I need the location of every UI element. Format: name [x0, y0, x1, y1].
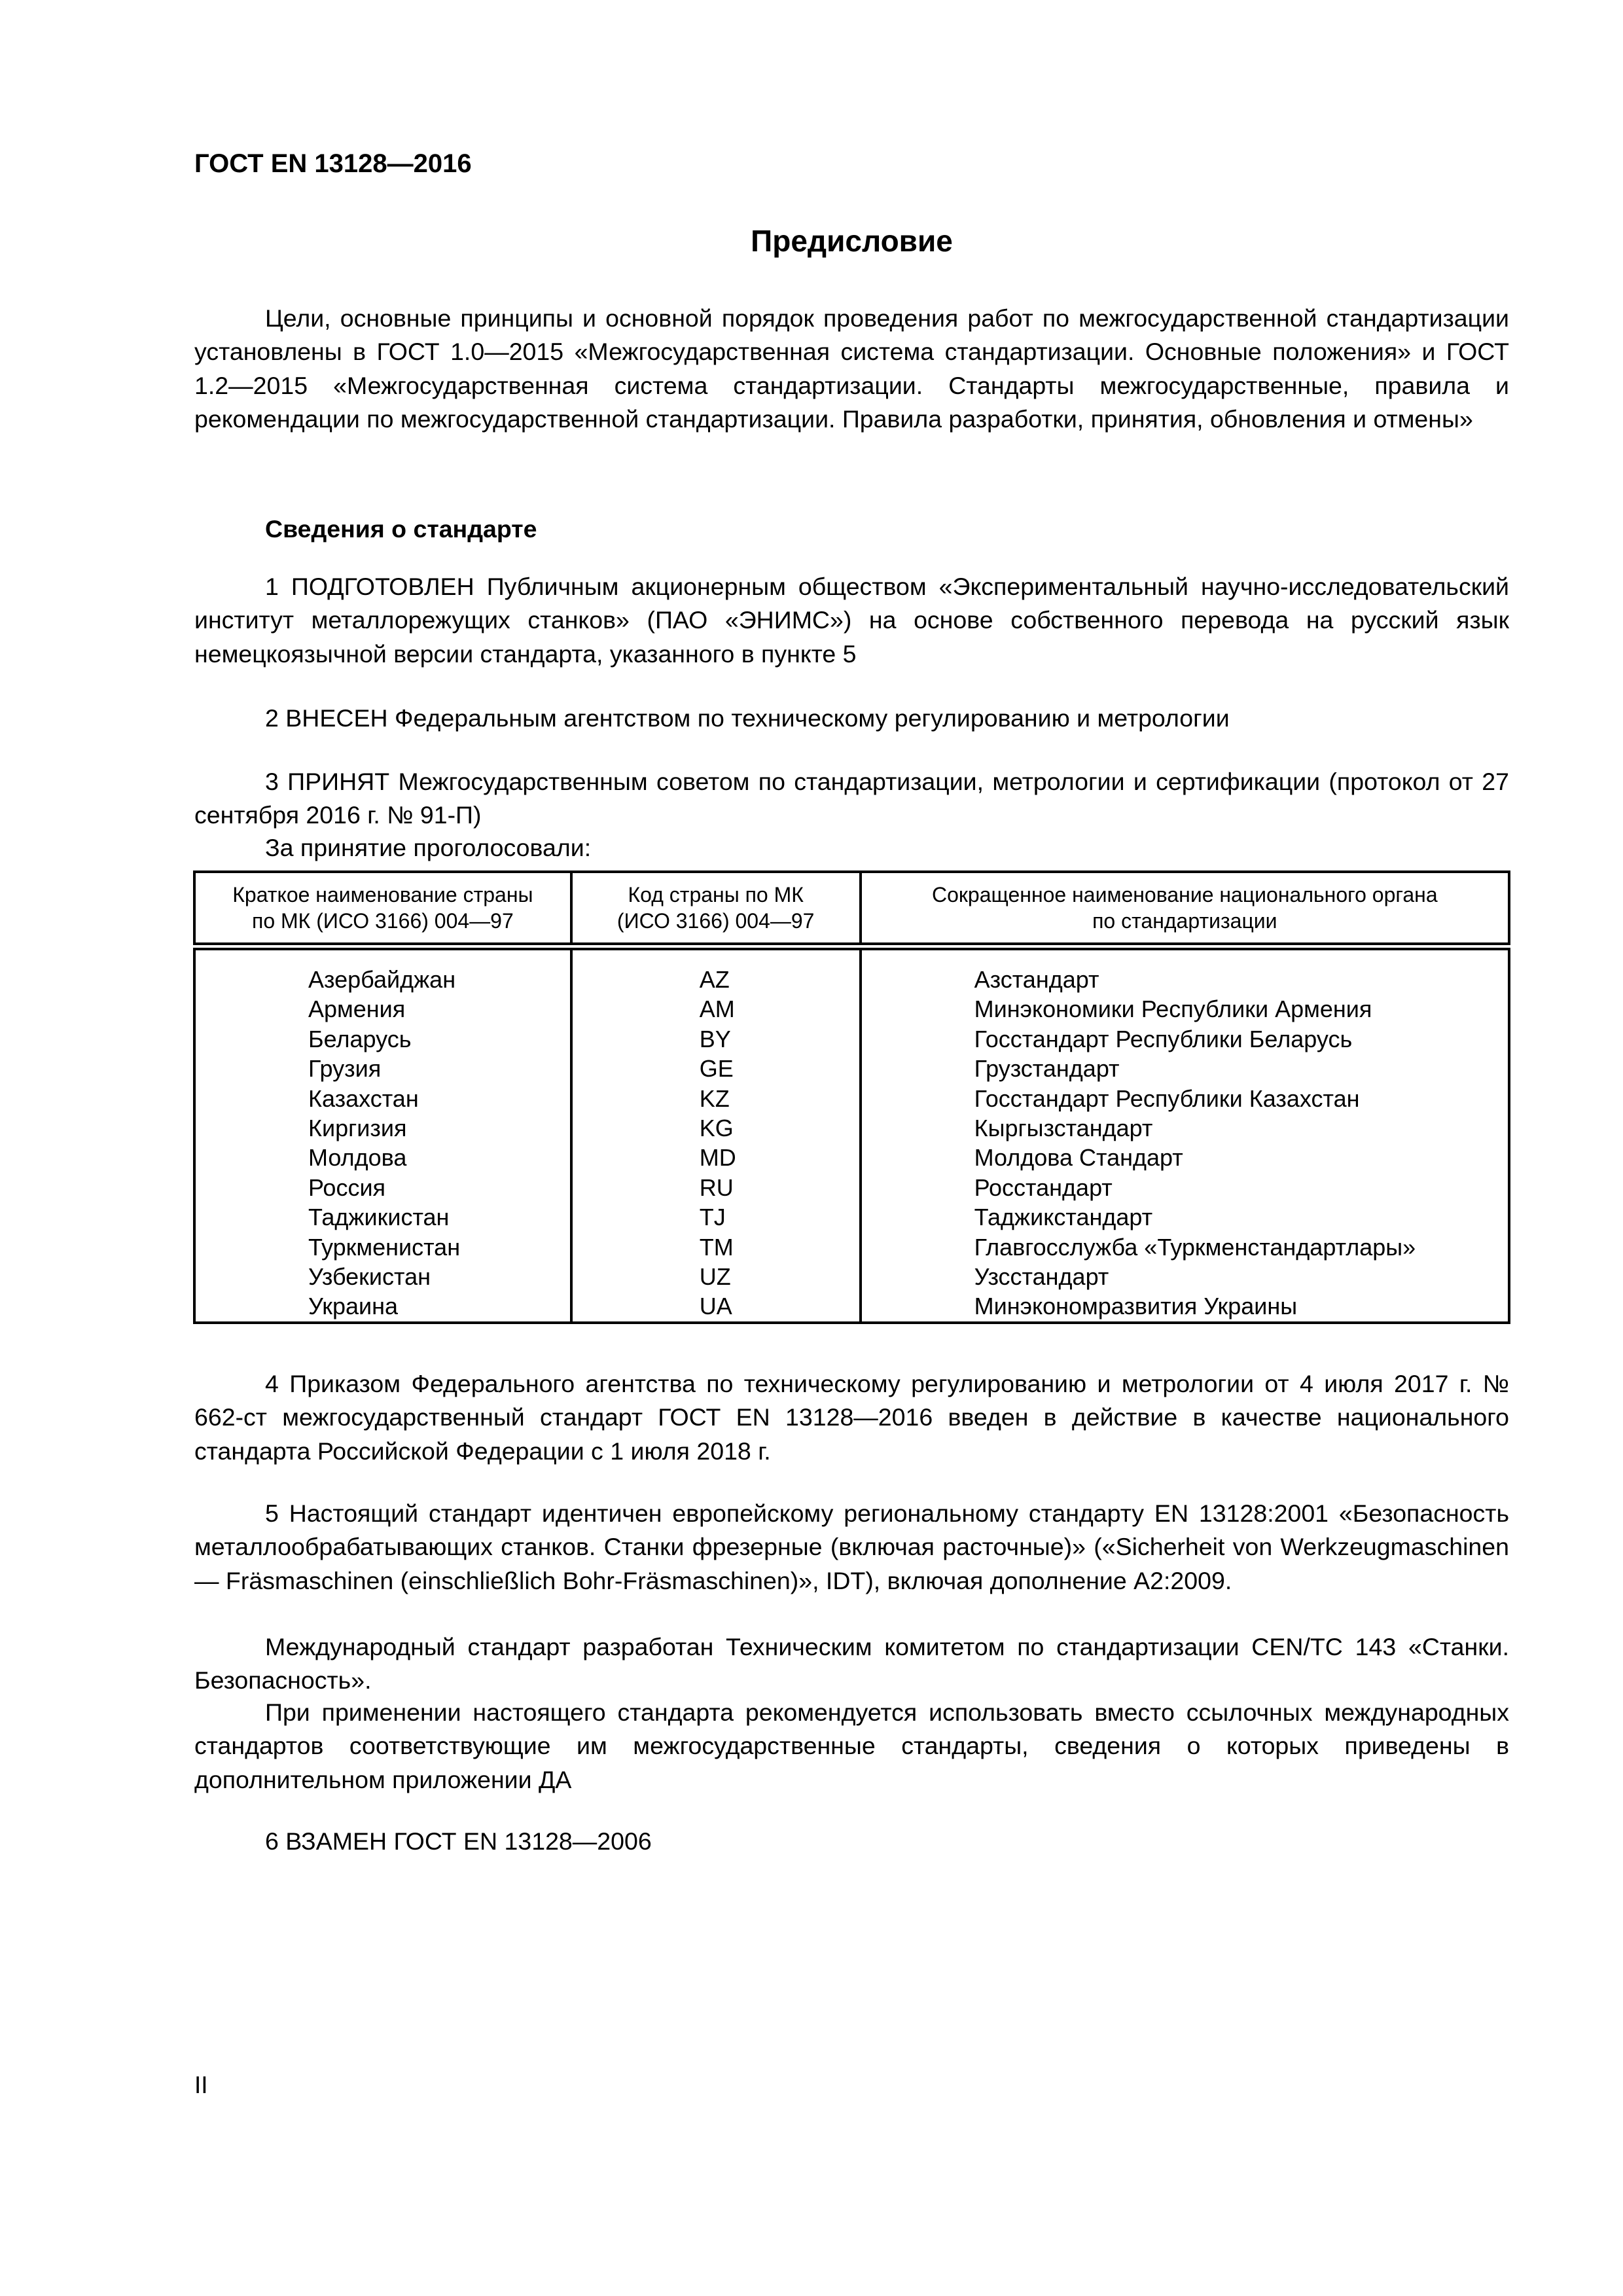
country-cell: Россия [308, 1174, 386, 1201]
item-5-note: При применении настоящего стандарта рекомендуется использовать вместо ссылочных международных стандартов соответствующие им межгосударственные стандарты, сведения о которых приведены в дополнительном приложении ДА [194, 1698, 1509, 1793]
country-cell: Таджикистан [308, 1204, 450, 1231]
item-5-committee: Международный стандарт разработан Техническим комитетом по стандартизации CEN/TC 143 «Станки. Безопасность». [194, 1633, 1509, 1695]
body-cell: Росстандарт [974, 1174, 1113, 1201]
code-cell: MD [699, 1144, 736, 1172]
body-cell: Молдова Стандарт [974, 1144, 1183, 1172]
country-cell: Молдова [308, 1144, 407, 1172]
body-cell: Грузстандарт [974, 1055, 1120, 1083]
country-cell: Казахстан [308, 1085, 419, 1112]
code-cell: AM [699, 996, 735, 1023]
page-number: II [194, 2072, 208, 2098]
header-code: Код страны по МК (ИСО 3166) 004—97 [571, 872, 861, 946]
section-heading: Сведения о стандарте [265, 515, 537, 543]
code-cell: UZ [699, 1263, 731, 1290]
header-country: Краткое наименование страны по МК (ИСО 3166) 004—97 [194, 872, 571, 946]
country-cell: Украина [308, 1293, 399, 1320]
table-header-row [194, 872, 1509, 946]
body-cell: Госстандарт Республики Казахстан [974, 1085, 1360, 1112]
code-cell: BY [699, 1025, 731, 1052]
country-cell: Киргизия [308, 1114, 407, 1141]
item-4-order: 4 Приказом Федерального агентства по техническому регулированию и метрологии от 4 июля 2017 г. № 662-ст межгосударственный стандарт ГОСТ EN 13128—2016 введен в действие в качестве национального стандарта Российской Федерации с 1 июля 2018 г. [194, 1370, 1509, 1465]
body-cell: Кыргызстандарт [974, 1114, 1153, 1141]
country-cell: Азербайджан [308, 966, 456, 993]
code-column [571, 946, 861, 1323]
code-cell: KZ [699, 1085, 730, 1112]
body-cell: Госстандарт Республики Беларусь [974, 1025, 1353, 1052]
body-cell: Азстандарт [974, 966, 1099, 993]
country-cell: Узбекистан [308, 1263, 431, 1290]
code-cell: TM [699, 1233, 734, 1261]
voting-countries-table [193, 870, 1510, 1324]
header-standards-body: Сокращенное наименование национального органа по стандартизации [861, 872, 1509, 946]
body-cell: Узсстандарт [974, 1263, 1109, 1290]
item-5-identical: 5 Настоящий стандарт идентичен европейскому региональному стандарту EN 13128:2001 «Безопасность металлообрабатывающих станков. Станки фрезерные (включая расточные)» («Sicherheit von Werkzeugmaschinen — Fräsmaschinen (einschließlich Bohr-Fräsmaschinen)», IDT), включая дополнение A2:2009. [194, 1499, 1509, 1594]
standards-body-column [861, 946, 1509, 1323]
item-1-prepared: 1 ПОДГОТОВЛЕН Публичным акционерным обществом «Экспериментальный научно-исследовательский институт металлорежущих станков» (ПАО «ЭНИМС») на основе собственного перевода на русский язык немецкоязычной версии стандарта, указанного в пункте 5 [194, 573, 1509, 668]
country-cell: Беларусь [308, 1025, 412, 1052]
country-cell: Армения [308, 996, 406, 1023]
voted-label: За принятие проголосовали: [265, 834, 592, 861]
page-title: Предисловие [751, 224, 953, 258]
code-cell: AZ [699, 966, 730, 993]
code-cell: KG [699, 1114, 734, 1141]
code-cell: RU [699, 1174, 734, 1201]
table-body-row [194, 946, 1509, 1323]
body-cell: Минэкономики Республики Армения [974, 996, 1372, 1023]
body-cell: Главгосслужба «Туркменстандартлары» [974, 1233, 1416, 1261]
code-cell: UA [699, 1293, 732, 1320]
code-cell: TJ [699, 1204, 726, 1231]
body-cell: Таджикстандарт [974, 1204, 1153, 1231]
country-cell: Грузия [308, 1055, 382, 1083]
country-column [194, 946, 571, 1323]
item-2-introduced: 2 ВНЕСЕН Федеральным агентством по техническому регулированию и метрологии [265, 704, 1230, 732]
country-cell: Туркменистан [308, 1233, 461, 1261]
intro-paragraph: Цели, основные принципы и основной порядок проведения работ по межгосударственной стандартизации установлены в ГОСТ 1.0—2015 «Межгосударственная система стандартизации. Основные положения» и ГОСТ 1.2—2015 «Межгосударственная система стандартизации. Стандарты межгосударственные, правила и рекомендации по межгосударственной стандартизации. Правила разработки, принятия, обновления и отмены» [194, 304, 1509, 433]
item-6-replaces: 6 ВЗАМЕН ГОСТ EN 13128—2006 [265, 1827, 652, 1855]
item-3-adopted: 3 ПРИНЯТ Межгосударственным советом по стандартизации, метрологии и сертификации (протокол от 27 сентября 2016 г. № 91-П) [194, 768, 1509, 829]
code-cell: GE [699, 1055, 734, 1083]
body-cell: Минэкономразвития Украины [974, 1293, 1298, 1320]
document-code: ГОСТ EN 13128—2016 [194, 149, 472, 178]
